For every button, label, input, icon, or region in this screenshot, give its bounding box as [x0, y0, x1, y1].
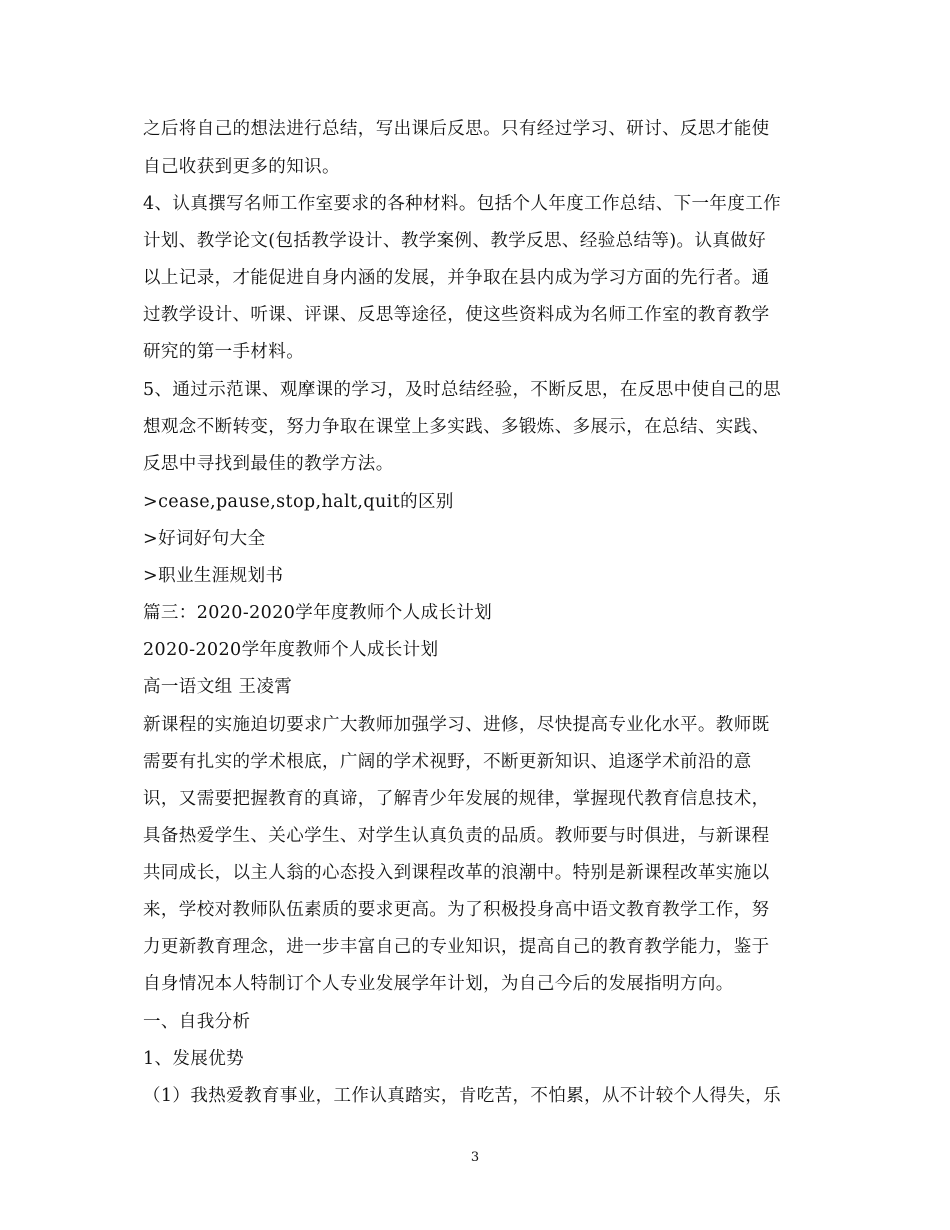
text-line: 2020-2020学年度教师个人成长计划: [143, 640, 439, 660]
text-line: 力更新教育理念，进一步丰富自己的专业知识，提高自己的教育教学能力，鉴于: [143, 937, 770, 957]
text-line: 5、通过示范课、观摩课的学习，及时总结经验，不断反思，在反思中使自己的思: [143, 380, 782, 400]
text-line: 自身情况本人特制订个人专业发展学年计划，为自己今后的发展指明方向。: [143, 974, 734, 994]
text-line: >职业生涯规划书: [143, 566, 284, 586]
text-line: 来，学校对教师队伍素质的要求更高。为了积极投身高中语文教育教学工作，努: [143, 900, 770, 920]
text-line: （1）我热爱教育事业，工作认真踏实，肯吃苦，不怕累，从不计较个人得失，乐: [143, 1086, 782, 1106]
text-line: >好词好句大全: [143, 529, 266, 549]
text-line: 需要有扎实的学术根底，广阔的学术视野，不断更新知识、追逐学术前沿的意: [143, 752, 752, 772]
page-number: 3: [470, 1150, 480, 1165]
text-line: 想观念不断转变，努力争取在课堂上多实践、多锻炼、多展示，在总结、实践、: [143, 417, 770, 437]
text-line: 篇三：2020-2020学年度教师个人成长计划: [143, 603, 493, 623]
text-line: 过教学设计、听课、评课、反思等途径，使这些资料成为名师工作室的教育教学: [143, 305, 770, 325]
text-line: 反思中寻找到最佳的教学方法。: [143, 454, 394, 474]
text-line: 1、发展优势: [143, 1049, 245, 1069]
text-line: 一、自我分析: [143, 1012, 251, 1032]
text-line: 共同成长，以主人翁的心态投入到课程改革的浪潮中。特别是新课程改革实施以: [143, 863, 770, 883]
text-line: 之后将自己的想法进行总结，写出课后反思。只有经过学习、研讨、反思才能使: [143, 119, 770, 139]
text-line: 研究的第一手材料。: [143, 342, 305, 362]
text-line: >cease,pause,stop,halt,quit的区别: [143, 492, 454, 512]
text-line: 以上记录，才能促进自身内涵的发展，并争取在县内成为学习方面的先行者。通: [143, 268, 770, 288]
text-line: 识，又需要把握教育的真谛，了解青少年发展的规律，掌握现代教育信息技术，: [143, 789, 770, 809]
text-line: 高一语文组 王凌霄: [143, 677, 293, 697]
text-line: 4、认真撰写名师工作室要求的各种材料。包括个人年度工作总结、下一年度工作: [143, 194, 782, 214]
text-line: 计划、教学论文(包括教学设计、教学案例、教学反思、经验总结等)。认真做好: [143, 231, 767, 251]
text-line: 新课程的实施迫切要求广大教师加强学习、进修，尽快提高专业化水平。教师既: [143, 715, 770, 735]
text-line: 自己收获到更多的知识。: [143, 157, 340, 177]
text-line: 具备热爱学生、关心学生、对学生认真负责的品质。教师要与时俱进，与新课程: [143, 826, 770, 846]
